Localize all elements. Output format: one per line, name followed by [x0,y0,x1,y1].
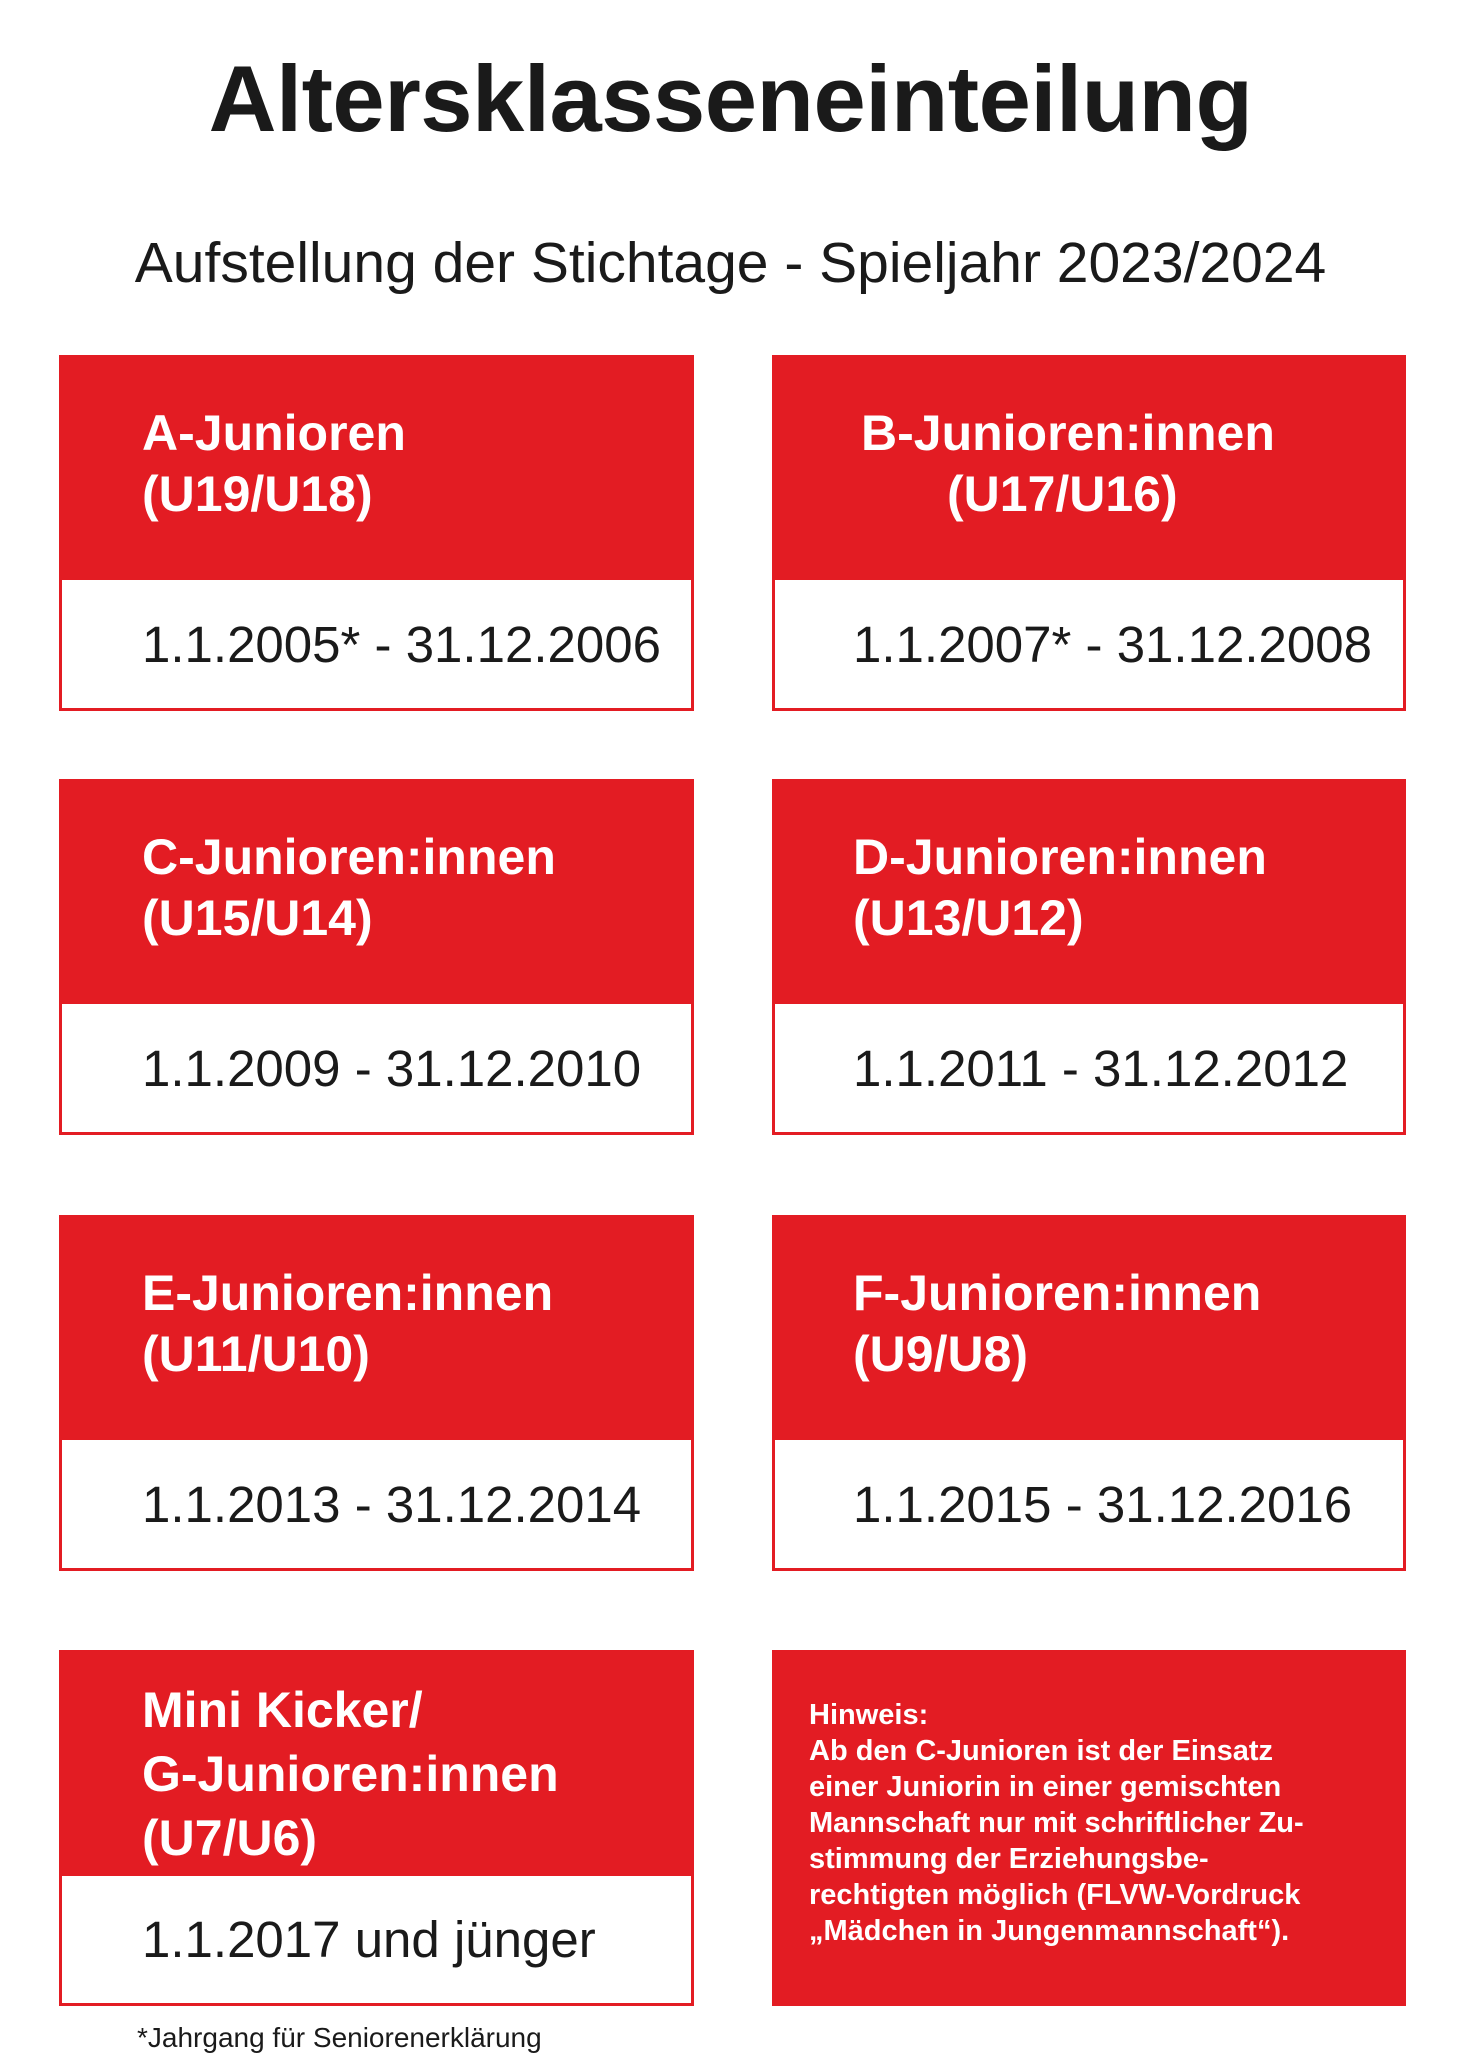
card-title-line: (U15/U14) [142,890,373,946]
card-title-line: A-Junioren [142,405,406,461]
hint-line: Ab den C-Junioren ist der Einsatz [809,1735,1274,1767]
card-date-range: 1.1.2017 und jünger [142,1911,596,1968]
age-class-card-g [59,1650,694,2006]
age-class-card-c [59,779,694,1135]
card-header [775,358,1403,580]
card-title-line: (U17/U16) [947,466,1178,522]
hint-box [772,1650,1406,2006]
card-date-range: 1.1.2009 - 31.12.2010 [142,1039,642,1097]
card-header [62,358,691,580]
age-class-card-e [59,1215,694,1571]
page-subtitle: Aufstellung der Stichtage - Spieljahr 2023/2024 [134,231,1327,295]
card-title-line: B-Junioren:innen [861,405,1275,461]
card-header [775,782,1403,1004]
card-date-range: 1.1.2013 - 31.12.2014 [142,1475,642,1533]
card-title-line: (U7/U6) [142,1810,318,1866]
age-class-card-b [772,355,1406,711]
card-date-range: 1.1.2007* - 31.12.2008 [853,615,1372,673]
card-date-range: 1.1.2005* - 31.12.2006 [142,615,661,673]
card-header [62,782,691,1004]
card-title-line: G-Junioren:innen [142,1746,559,1802]
card-title-line: E-Junioren:innen [142,1265,554,1321]
hint-line: rechtigten möglich (FLVW-Vordruck [809,1879,1301,1911]
card-header [775,1218,1403,1440]
card-date-range: 1.1.2011 - 31.12.2012 [853,1039,1349,1097]
card-date-range: 1.1.2015 - 31.12.2016 [853,1475,1353,1533]
card-title-line: (U9/U8) [853,1326,1029,1382]
hint-line: Hinweis: [809,1699,929,1731]
page-title: Altersklasseneinteilung [208,46,1253,151]
card-title-line: (U13/U12) [853,890,1084,946]
card-title-line: D-Junioren:innen [853,829,1267,885]
age-class-card-a [59,355,694,711]
card-title-line: Mini Kicker/ [142,1682,423,1738]
card-header [62,1218,691,1440]
hint-line: „Mädchen in Jungenmannschaft“). [809,1915,1290,1947]
footnote: *Jahrgang für Seniorenerklärung [137,2022,542,2053]
hint-line: stimmung der Erziehungsbe- [809,1843,1209,1875]
age-class-card-f [772,1215,1406,1571]
card-title-line: C-Junioren:innen [142,829,556,885]
card-title-line: F-Junioren:innen [853,1265,1262,1321]
card-header [62,1653,691,1876]
age-class-card-d [772,779,1406,1135]
card-title-line: (U11/U10) [142,1326,370,1382]
card-title-line: (U19/U18) [142,466,373,522]
hint-line: Mannschaft nur mit schriftlicher Zu- [809,1807,1304,1839]
hint-line: einer Juniorin in einer gemischten [809,1771,1282,1803]
